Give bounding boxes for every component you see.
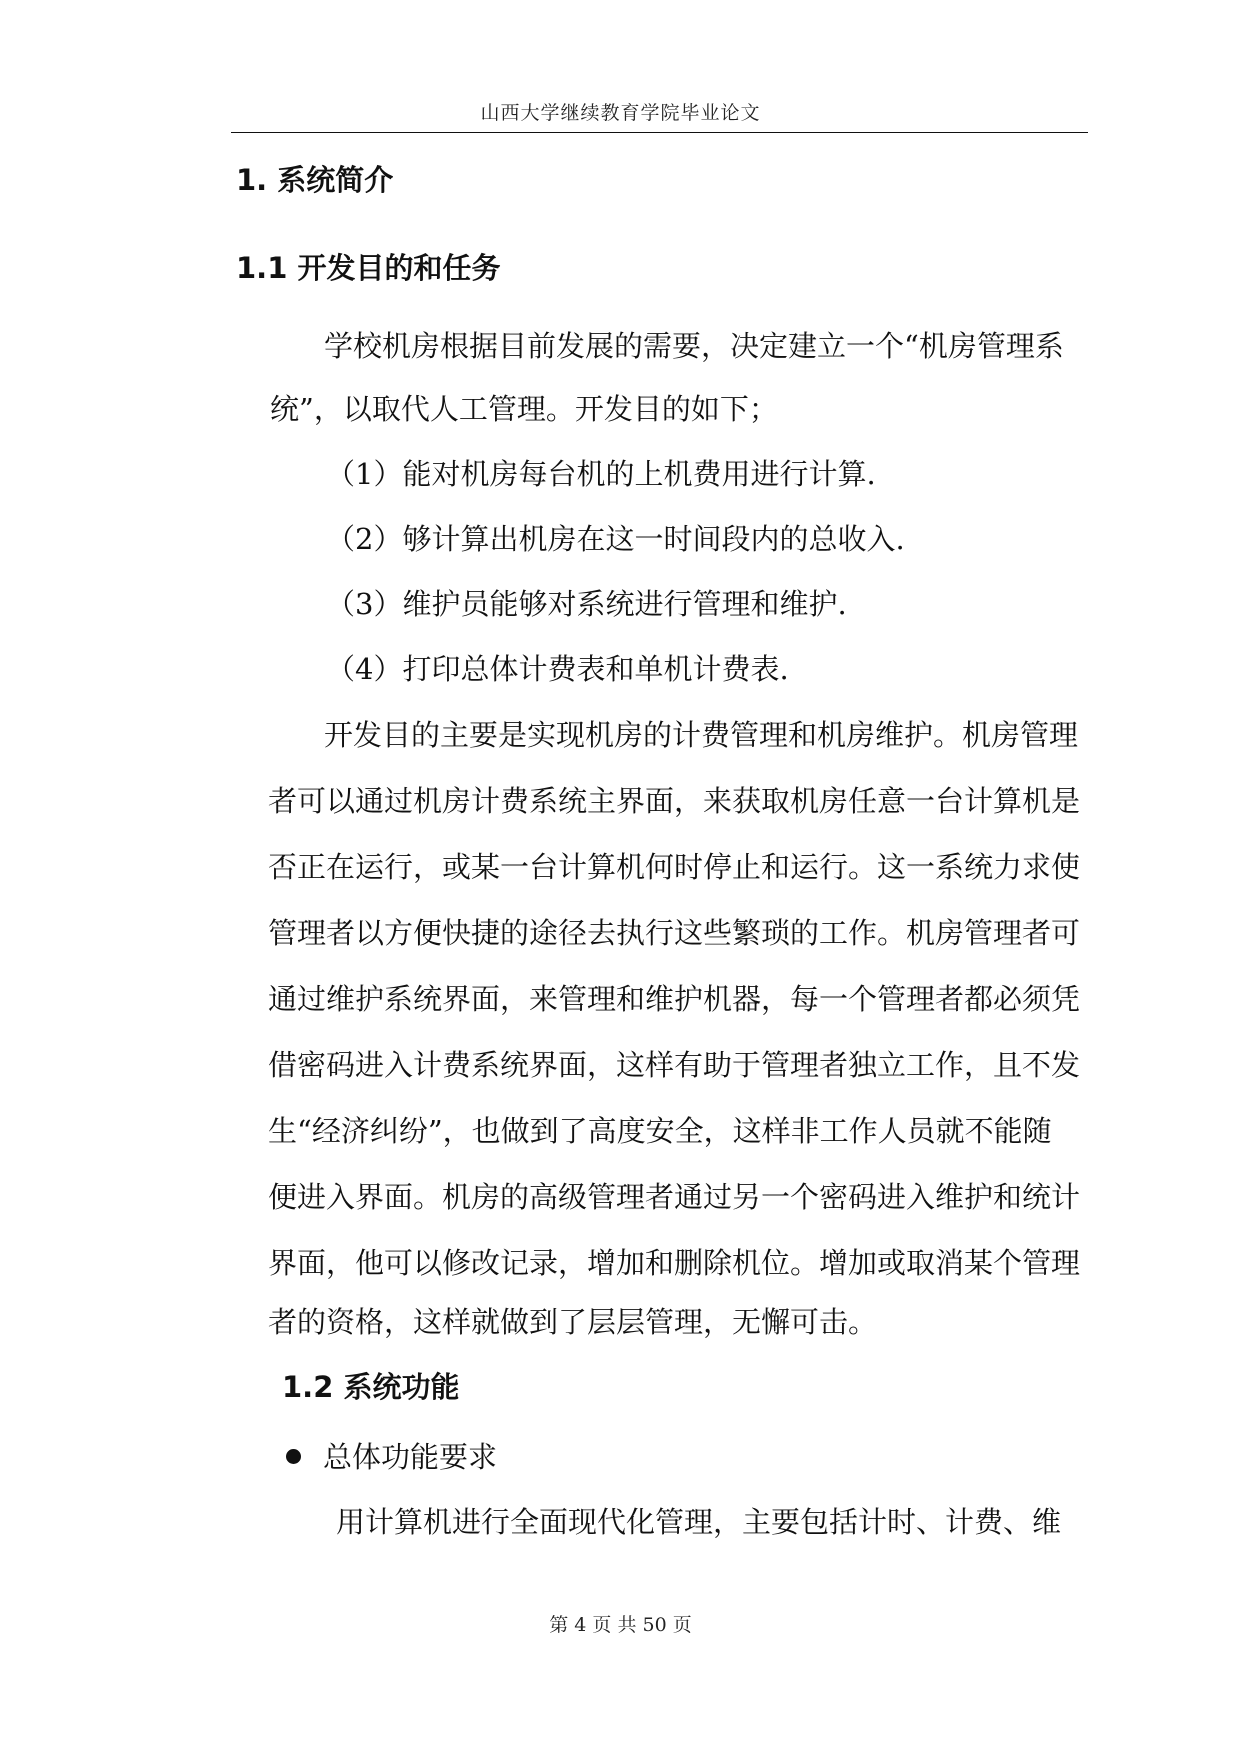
goal-item-3: （3）维护员能够对系统进行管理和维护. (326, 587, 847, 621)
paragraph-line-9: 界面，他可以修改记录，增加和删除机位。增加或取消某个管理 (268, 1246, 1081, 1280)
intro-line-1: 学校机房根据目前发展的需要，决定建立一个“机房管理系 (324, 329, 1064, 363)
goal-item-4: （4）打印总体计费表和单机计费表. (326, 652, 789, 686)
page-header-title: 山西大学继续教育学院毕业论文 (480, 102, 761, 124)
page-footer: 第 4 页 共 50 页 (549, 1614, 692, 1636)
section-heading-1-2: 1.2 系统功能 (282, 1370, 460, 1404)
paragraph-line-10: 者的资格，这样就做到了层层管理，无懈可击。 (268, 1305, 878, 1339)
goal-item-2: （2）够计算出机房在这一时间段内的总收入. (326, 522, 905, 556)
paragraph-line-5: 通过维护系统界面，来管理和维护机器，每一个管理者都必须凭 (268, 982, 1081, 1016)
paragraph-line-4: 管理者以方便快捷的途径去执行这些繁琐的工作。机房管理者可 (268, 916, 1081, 950)
header-rule (231, 132, 1088, 133)
bullet-dot-icon (286, 1449, 301, 1464)
section-heading-1: 1. 系统简介 (236, 163, 394, 197)
section-heading-1-1: 1.1 开发目的和任务 (236, 251, 501, 285)
bullet-item-label: 总体功能要求 (323, 1440, 498, 1474)
bullet-item (286, 1437, 497, 1477)
paragraph-line-2: 者可以通过机房计费系统主界面，来获取机房任意一台计算机是 (268, 784, 1081, 818)
intro-line-2: 统”，以取代人工管理。开发目的如下； (270, 392, 778, 426)
paragraph-line-3: 否正在运行，或某一台计算机何时停止和运行。这一系统力求使 (268, 850, 1081, 884)
paragraph-line-1: 开发目的主要是实现机房的计费管理和机房维护。机房管理 (324, 718, 1079, 752)
paragraph-line-6: 借密码进入计费系统界面，这样有助于管理者独立工作，且不发 (268, 1048, 1081, 1082)
goal-item-1: （1）能对机房每台机的上机费用进行计算. (326, 457, 876, 491)
function-line-1: 用计算机进行全面现代化管理，主要包括计时、计费、维 (336, 1505, 1062, 1539)
paragraph-line-8: 便进入界面。机房的高级管理者通过另一个密码进入维护和统计 (268, 1180, 1081, 1214)
paragraph-line-7: 生“经济纠纷”，也做到了高度安全，这样非工作人员就不能随 (268, 1114, 1052, 1148)
